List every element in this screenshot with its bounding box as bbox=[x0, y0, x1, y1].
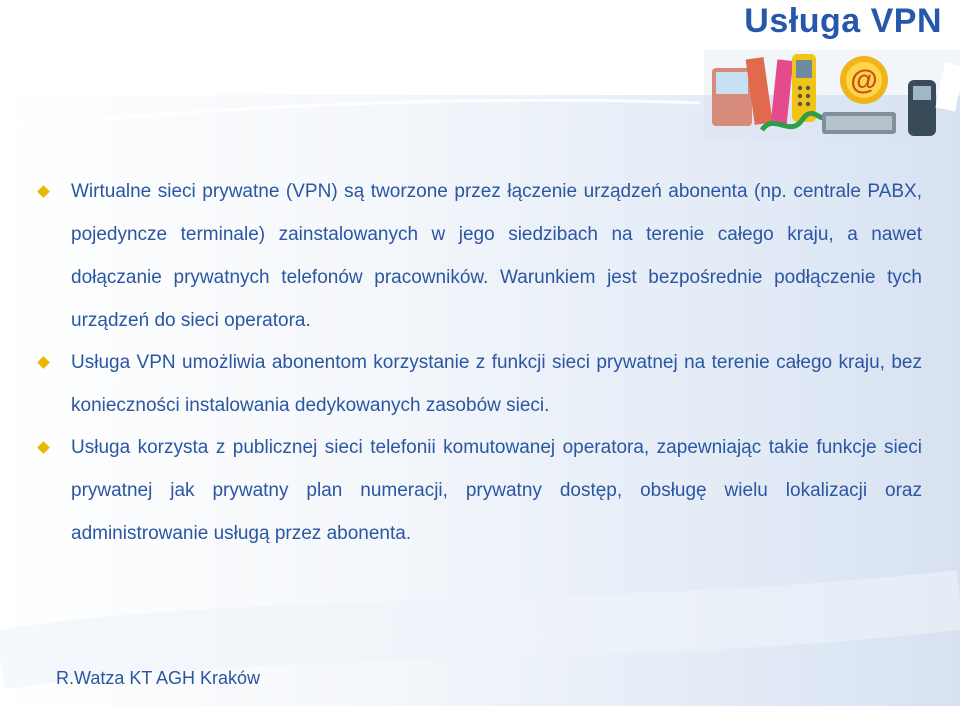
list-item bbox=[36, 426, 922, 555]
telecom-collage-image bbox=[704, 42, 960, 142]
svg-text:@: @ bbox=[850, 64, 878, 95]
page-title: Usługa VPN bbox=[744, 2, 942, 40]
list-item-text: Wirtualne sieci prywatne (VPN) są tworzone przez łączenie urządzeń abonenta (np. centrale PABX, pojedyncze terminale) zainstalowanych w jego siedzibach na terenie całego kraju, a nawet dołączanie prywatnych telefonów pracowników. Warunkiem jest bezpośrednie podłączenie tych urządzeń do sieci operatora. bbox=[71, 181, 922, 331]
diamond-bullet-icon bbox=[37, 441, 50, 454]
list-item-text: Usługa korzysta z publicznej sieci telefonii komutowanej operatora, zapewniając takie funkcje sieci prywatnej jak prywatny plan numeracji, prywatny dostęp, obsługę wielu lokalizacji oraz administrowanie usługą przez abonenta. bbox=[71, 437, 922, 544]
list-item bbox=[36, 341, 922, 427]
diamond-bullet-icon bbox=[37, 185, 50, 198]
list-item-text: Usługa VPN umożliwia abonentom korzystanie z funkcji sieci prywatnej na terenie całego kraju, bez konieczności instalowania dedykowanych zasobów sieci. bbox=[71, 352, 922, 416]
footer-author: R.Watza KT AGH Kraków bbox=[56, 668, 261, 688]
content-area bbox=[36, 170, 922, 555]
diamond-bullet-icon bbox=[37, 356, 50, 369]
list-item bbox=[36, 170, 922, 342]
